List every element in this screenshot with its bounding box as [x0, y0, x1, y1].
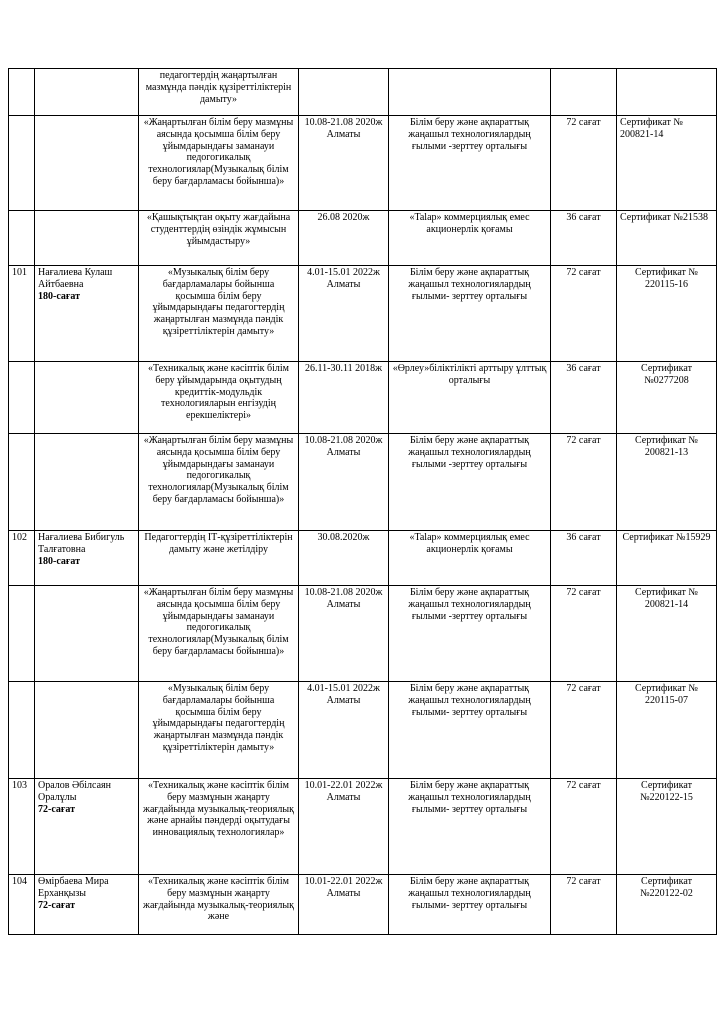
- certificate-number: Сертификат № 200821-13: [617, 434, 717, 531]
- course-organization: Білім беру және ақпараттық жаңашыл технологиялардың ғылыми- зерттеу орталығы: [389, 779, 551, 875]
- course-dates: 10.01-22.01 2022ж Алматы: [299, 875, 389, 935]
- table-row: [9, 211, 717, 266]
- teacher-name-cell: [35, 69, 139, 116]
- teacher-name-cell: [35, 434, 139, 531]
- course-title: «Музыкалық білім беру бағдарламалары бойынша қосымша білім беру ұйымдарындағы педагогтердің жаңартылған мазмұнда пәндік құзіреттіліктерін дамыту»: [139, 682, 299, 779]
- teacher-total-hours: 72-сағат: [38, 899, 76, 911]
- certificate-number: Сертификат №21538: [617, 211, 717, 266]
- teacher-name-cell: [35, 586, 139, 682]
- table-row: [9, 362, 717, 434]
- course-organization: Білім беру және ақпараттық жаңашыл технологиялардың ғылыми -зерттеу орталығы: [389, 586, 551, 682]
- table-row: [9, 531, 717, 586]
- course-organization: Білім беру және ақпараттық жаңашыл технологиялардың ғылыми- зерттеу орталығы: [389, 266, 551, 362]
- course-title: Педагогтердің ІТ-құзіреттіліктерін дамыту және жетілдіру: [139, 531, 299, 586]
- teacher-name-cell: [35, 211, 139, 266]
- teacher-total-hours: 72-сағат: [38, 803, 76, 815]
- course-organization: Білім беру және ақпараттық жаңашыл технологиялардың ғылыми -зерттеу орталығы: [389, 434, 551, 531]
- course-title: «Техникалық және кәсіптік білім беру мазмұнын жаңарту жағдайында музыкалық-теориялық және арнайы пәндерді оқытудағы инновациялық технологиялар»: [139, 779, 299, 875]
- teacher-name-cell: [35, 116, 139, 211]
- training-records-table: [8, 68, 717, 935]
- table-row: [9, 779, 717, 875]
- course-organization: [389, 69, 551, 116]
- certificate-number: [617, 69, 717, 116]
- course-hours: 36 сағат: [551, 362, 617, 434]
- course-dates: 10.08-21.08 2020ж Алматы: [299, 434, 389, 531]
- course-organization: «Talap» коммерциялық емес акционерлік қоғамы: [389, 211, 551, 266]
- course-dates: 30.08.2020ж: [299, 531, 389, 586]
- row-number: 102: [9, 531, 35, 586]
- course-hours: 36 сағат: [551, 211, 617, 266]
- certificate-number: Сертификат № 200821-14: [617, 586, 717, 682]
- row-number: [9, 362, 35, 434]
- course-organization: Білім беру және ақпараттық жаңашыл технологиялардың ғылыми -зерттеу орталығы: [389, 116, 551, 211]
- course-title: «Қашықтықтан оқыту жағдайына студенттердің өзіндік жұмысын ұйымдастыру»: [139, 211, 299, 266]
- course-dates: 26.11-30.11 2018ж: [299, 362, 389, 434]
- course-dates: 10.01-22.01 2022ж Алматы: [299, 779, 389, 875]
- course-hours: 72 сағат: [551, 875, 617, 935]
- course-dates: 10.08-21.08 2020ж Алматы: [299, 586, 389, 682]
- row-number: [9, 434, 35, 531]
- table-body: [9, 69, 717, 935]
- course-organization: «Өрлеу»біліктілікті арттыру ұлттық орталығы: [389, 362, 551, 434]
- course-dates: 10.08-21.08 2020ж Алматы: [299, 116, 389, 211]
- table-row: [9, 586, 717, 682]
- course-dates: [299, 69, 389, 116]
- table-row: [9, 875, 717, 935]
- course-hours: 72 сағат: [551, 434, 617, 531]
- course-dates: 4.01-15.01 2022ж Алматы: [299, 266, 389, 362]
- course-organization: Білім беру және ақпараттық жаңашыл технологиялардың ғылыми- зерттеу орталығы: [389, 875, 551, 935]
- row-number: [9, 682, 35, 779]
- course-title: «Техникалық және кәсіптік білім беру ұйымдарында оқытудың кредиттік-модульдік технологияларын енгізудің ерекшеліктері»: [139, 362, 299, 434]
- course-hours: 36 сағат: [551, 531, 617, 586]
- course-title: «Техникалық және кәсіптік білім беру мазмұнын жаңарту жағдайында музыкалық-теориялық және: [139, 875, 299, 935]
- course-hours: [551, 69, 617, 116]
- certificate-number: Сертификат №15929: [617, 531, 717, 586]
- course-organization: «Talap» коммерциялық емес акционерлік қоғамы: [389, 531, 551, 586]
- table-row: [9, 682, 717, 779]
- row-number: [9, 116, 35, 211]
- course-title: «Музыкалық білім беру бағдарламалары бойынша қосымша білім беру ұйымдарындағы педагогтердің жаңартылған мазмұнда пәндік құзіреттіліктерін дамыту»: [139, 266, 299, 362]
- certificate-number: Сертификат №220122-02: [617, 875, 717, 935]
- certificate-number: Сертификат № 220115-07: [617, 682, 717, 779]
- course-title: «Жаңартылған білім беру мазмұны аясында қосымша білім беру ұйымдарындағы заманауи педогогикалық технологиялар(Музыкалық білім беру бағдарламасы бойынша)»: [139, 586, 299, 682]
- teacher-name-cell: [35, 362, 139, 434]
- certificate-number: Сертификат № 220115-16: [617, 266, 717, 362]
- table-row: [9, 69, 717, 116]
- course-hours: 72 сағат: [551, 779, 617, 875]
- teacher-name: Нағалиева Бибигуль Талғатовна: [38, 532, 125, 555]
- course-organization: Білім беру және ақпараттық жаңашыл технологиялардың ғылыми- зерттеу орталығы: [389, 682, 551, 779]
- certificate-number: Сертификат №0277208: [617, 362, 717, 434]
- course-hours: 72 сағат: [551, 266, 617, 362]
- certificate-number: Сертификат №220122-15: [617, 779, 717, 875]
- course-title: «Жаңартылған білім беру мазмұны аясында қосымша білім беру ұйымдарындағы заманауи педогогикалық технологиялар(Музыкалық білім беру бағдарламасы бойынша)»: [139, 116, 299, 211]
- teacher-name: Оралов Әбілсаян Оралұлы: [38, 780, 111, 803]
- teacher-name-cell: [35, 266, 139, 362]
- table-row: [9, 116, 717, 211]
- row-number: 101: [9, 266, 35, 362]
- table-row: [9, 266, 717, 362]
- teacher-name-cell: [35, 682, 139, 779]
- course-dates: 4.01-15.01 2022ж Алматы: [299, 682, 389, 779]
- certificate-number: Сертификат № 200821-14: [617, 116, 717, 211]
- course-hours: 72 сағат: [551, 116, 617, 211]
- table-row: [9, 434, 717, 531]
- teacher-name-cell: [35, 779, 139, 875]
- row-number: [9, 211, 35, 266]
- course-title: педагогтердің жаңартылған мазмұнда пәндік құзіреттіліктерін дамыту»: [139, 69, 299, 116]
- teacher-total-hours: 180-сағат: [38, 290, 81, 302]
- teacher-total-hours: 180-сағат: [38, 555, 81, 567]
- row-number: [9, 586, 35, 682]
- teacher-name-cell: [35, 875, 139, 935]
- row-number: [9, 69, 35, 116]
- course-hours: 72 сағат: [551, 586, 617, 682]
- row-number: 103: [9, 779, 35, 875]
- teacher-name-cell: [35, 531, 139, 586]
- teacher-name: Өмірбаева Мира Ерханқызы: [38, 876, 109, 899]
- course-hours: 72 сағат: [551, 682, 617, 779]
- course-title: «Жаңартылған білім беру мазмұны аясында қосымша білім беру ұйымдарындағы заманауи педогогикалық технологиялар(Музыкалық білім беру бағдарламасы бойынша)»: [139, 434, 299, 531]
- row-number: 104: [9, 875, 35, 935]
- teacher-name: Нағалиева Кулаш Айтбаевна: [38, 267, 113, 290]
- course-dates: 26.08 2020ж: [299, 211, 389, 266]
